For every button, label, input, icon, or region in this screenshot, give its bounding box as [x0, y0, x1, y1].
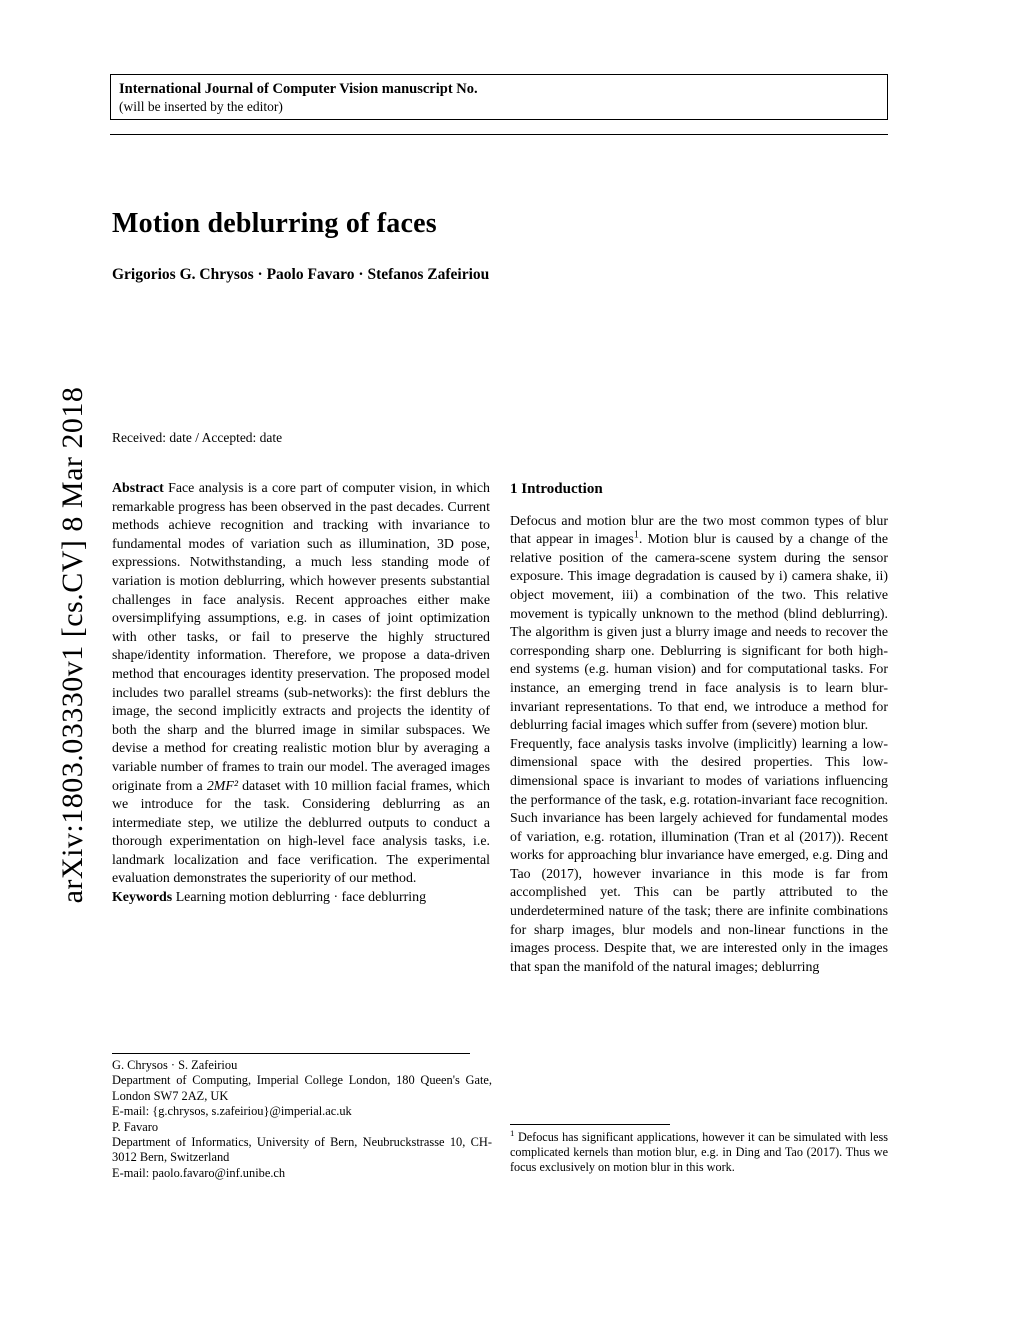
header-divider [110, 134, 888, 135]
abstract-paragraph [112, 480, 490, 889]
journal-header-box [110, 74, 888, 120]
keywords-text: Learning motion deblurring · face deblurring [175, 890, 427, 906]
affiliation-line-6: E-mail: paolo.favaro@inf.unibe.ch [112, 1165, 286, 1180]
intro-p1-part2: . Motion blur is caused by a change of the relative position of the camera-scene system during the sensor exposure. This image degradation is caused by i) camera shake, ii) object movement, iii) a combination of the two. This relative movement is typically unknown to the method (blind deblurring). The algorithm is given just a blurry image and needs to recover the corresponding sharp one. Deblurring is significant for both high-end systems (e.g. human vision) and for computational tasks. For instance, an emerging trend in face analysis is to learn blur-invariant representations. To that end, we introduce a method for deblurring facial images which suffer from (severe) motion blur. [510, 532, 888, 734]
received-date: Received: date / Accepted: date [112, 430, 283, 445]
abstract-heading: Abstract [112, 481, 164, 496]
arxiv-identifier-stamp: arXiv:1803.03330v1 [cs.CV] 8 Mar 2018 [56, 386, 89, 904]
keywords-paragraph [112, 889, 490, 908]
section-heading-introduction: 1 Introduction [510, 481, 603, 497]
footnote-divider [510, 1124, 670, 1125]
affiliation-line-1: G. Chrysos · S. Zafeiriou [112, 1058, 238, 1072]
intro-paragraph-2: Frequently, face analysis tasks involve (implicitly) learning a low-dimensional space with the desired properties. This low-dimensional space is invariant to modes of variations influencing the performance of the task, e.g. rotation-invariant face recognition. Such invariance has been largely achieved for fundamental modes of variation, e.g. rotation, illumination (Tran et al (2017)). Recent works for approaching blur invariance have emerged, e.g. Ding and Tao (2017), however invariance in this mode is far from accomplished yet. This can be partly attributed to the underdetermined nature of the task; there are infinite combinations for sharp images, blur models and non-linear functions in the images process. Despite that, we are interested only in the images that span the manifold of the natural images; deblurring [510, 736, 888, 975]
affiliation-line-5: Department of Informatics, University of Bern, Neubruckstrasse 10, CH-3012 Bern, Switzerland [112, 1135, 492, 1165]
right-column [510, 480, 888, 977]
left-column [112, 480, 490, 908]
footnote-number: 1 [510, 1127, 515, 1138]
footnote-block [510, 1127, 889, 1176]
author-list: Grigorios G. Chrysos · Paolo Favaro · Stefanos Zafeiriou [112, 266, 490, 283]
abstract-text-part2: dataset with 10 million facial frames, which we introduce for the task. Considering deblurring as an intermediate step, we utilize the deblurred outputs to conduct a thorough experimentation on high-level face analysis tasks, i.e. landmark localization and face verification. The experimental evaluation demonstrates the superiority of our method. [112, 778, 490, 887]
affiliation-line-3: E-mail: {g.chrysos, s.zafeiriou}@imperial.ac.uk [112, 1104, 352, 1119]
page-title: Motion deblurring of faces [112, 208, 437, 239]
footnote-marker-1: 1 [633, 529, 639, 541]
affiliation-divider [112, 1053, 470, 1054]
journal-manuscript-note: (will be inserted by the editor) [119, 99, 283, 114]
journal-name: International Journal of Computer Vision manuscript No. [119, 81, 478, 97]
affiliation-block [112, 1058, 492, 1181]
footnote-text: Defocus has significant applications, however it can be simulated with less complicated kernels than motion blur, e.g. in Ding and Tao (2017). Thus we focus exclusively on motion blur in this work. [510, 1130, 889, 1175]
intro-paragraph-1 [510, 513, 888, 736]
abstract-inline-math: 2MF² [206, 778, 238, 794]
affiliation-line-4: P. Favaro [112, 1119, 159, 1134]
keywords-heading: Keywords [112, 890, 173, 906]
intro-p1-part1: Defocus and motion blur are the two most common types of blur that appear in images [510, 513, 888, 548]
affiliation-line-2: Department of Computing, Imperial College London, 180 Queen's Gate, London SW7 2AZ, UK [112, 1073, 492, 1103]
abstract-text-part1: Face analysis is a core part of computer vision, in which remarkable progress has been observed in the past decades. Current methods achieve recognition and tracking with invariance to fundamental modes of variation such as illumination, 3D pose, expressions. Notwithstanding, a much less standing mode of variation is motion deblurring, which however presents substantial challenges in face analysis. Recent approaches either make oversimplifying assumptions, e.g. in cases of joint optimization with other tasks, or fail to preserve the highly structured shape/identity information. Therefore, we propose a data-driven method that encourages identity preservation. The proposed model includes two parallel streams (sub-networks): the first deblurs the image, the second implicitly extracts and projects the identity of both the sharp and the blurred image in similar subspaces. We devise a method for creating realistic motion blur by averaging a variable number of frames to train our model. The averaged images originate from a [112, 481, 490, 794]
